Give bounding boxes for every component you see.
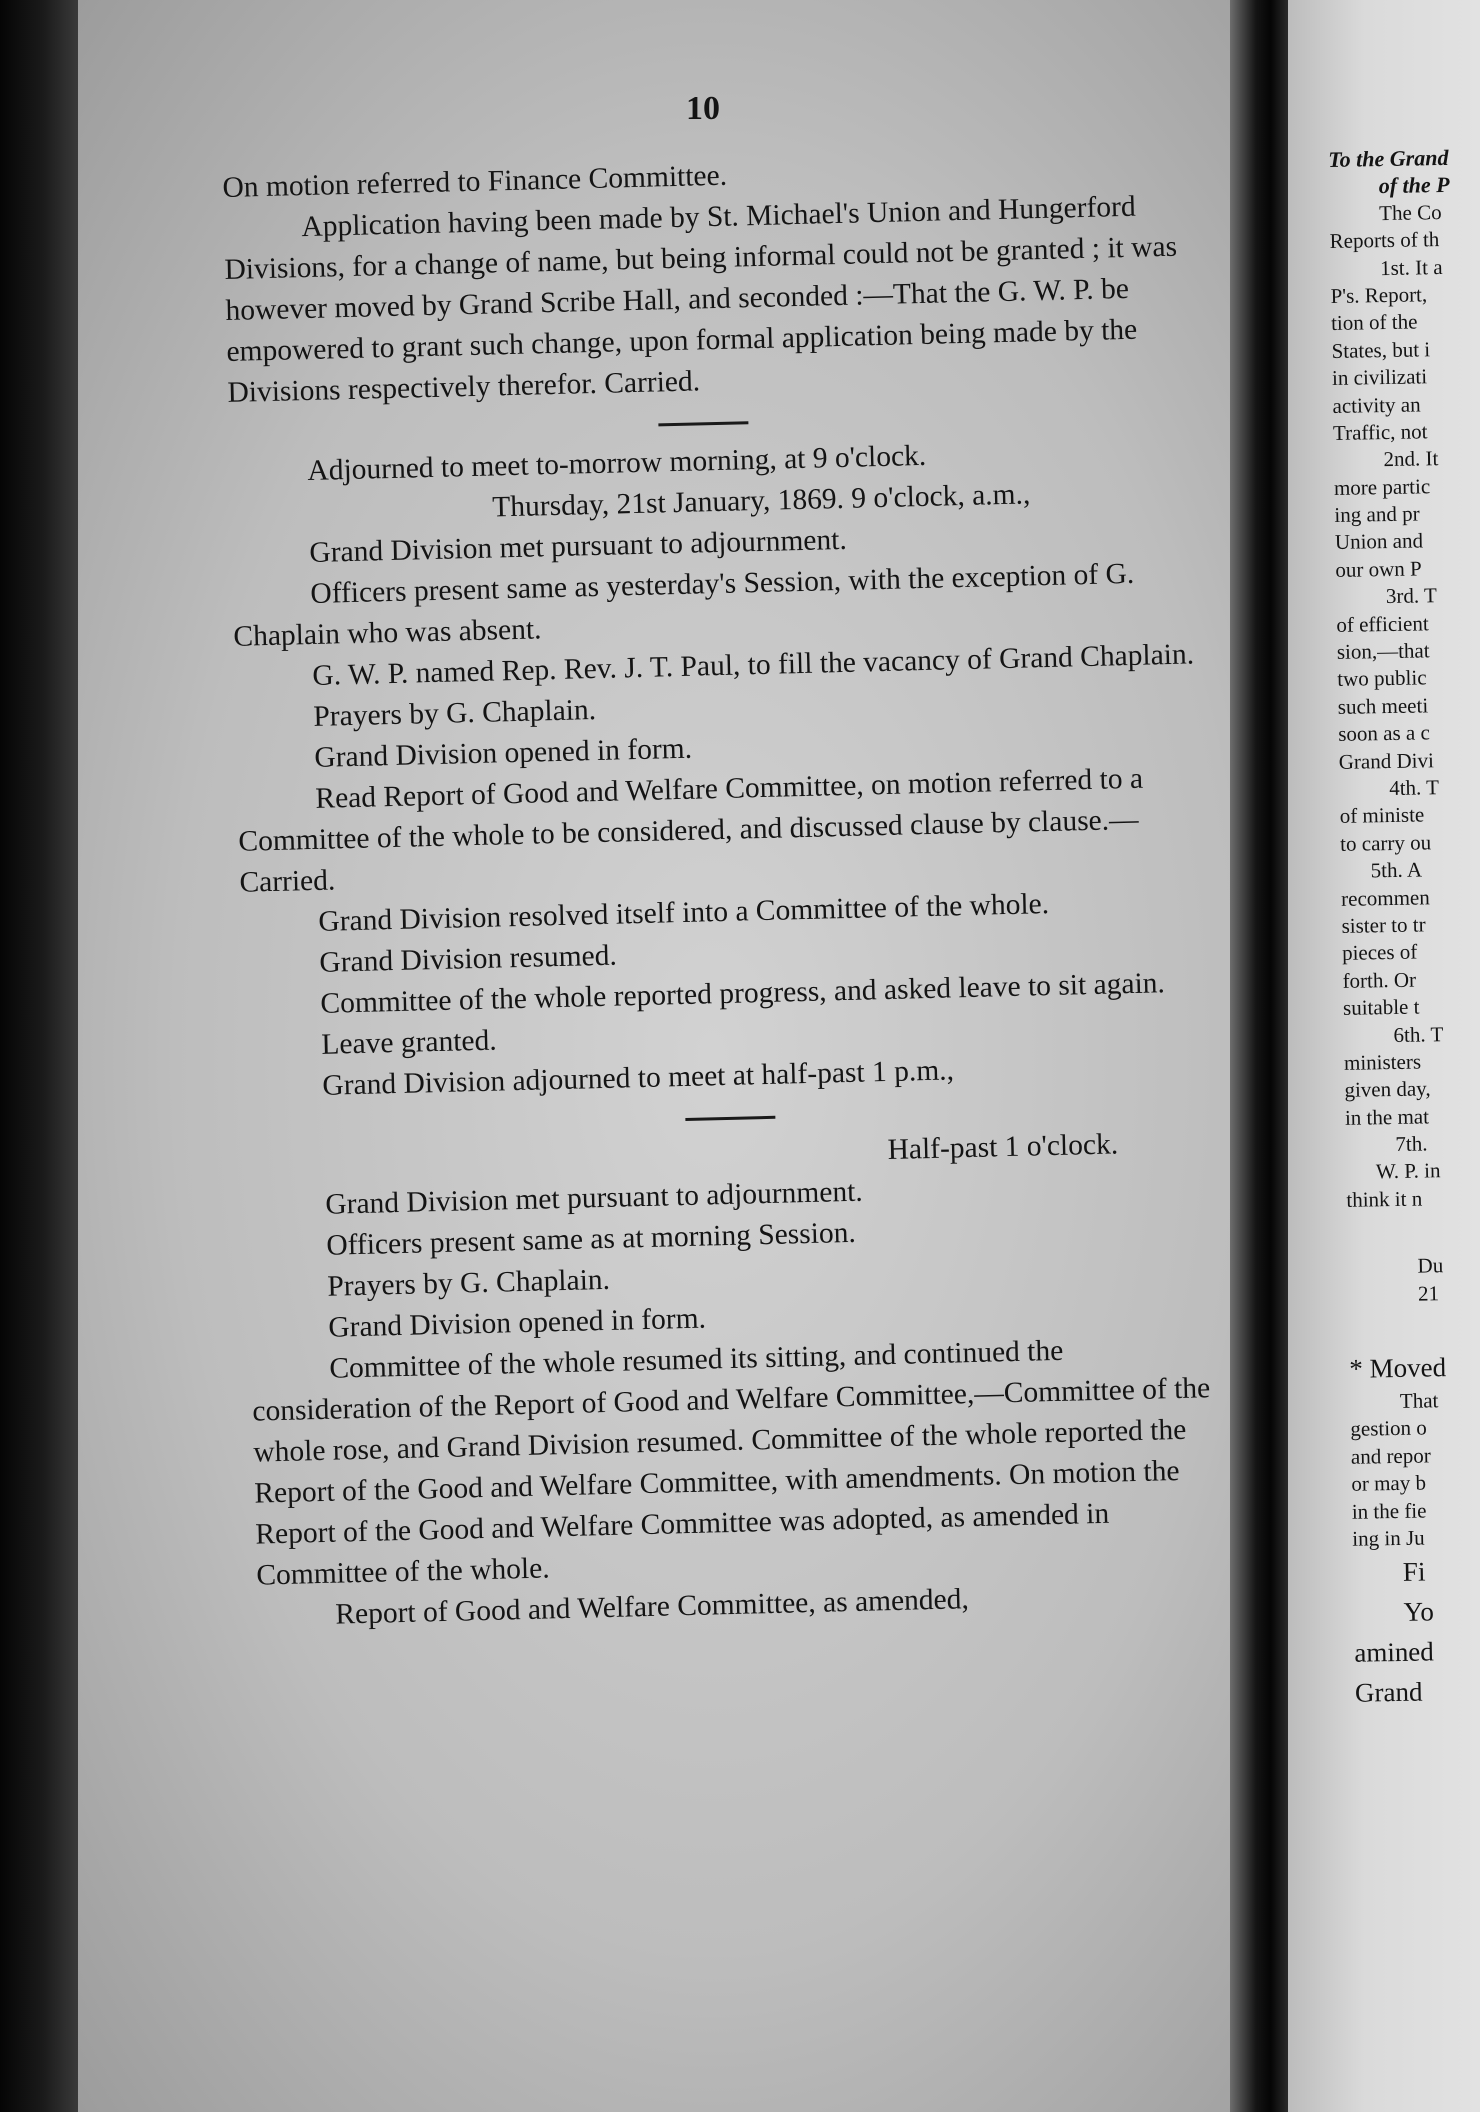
right-page-line: pieces of: [1341, 939, 1418, 966]
right-page-line: Grand Divi: [1338, 747, 1435, 774]
paragraph-adjourned: Adjourned to meet to-morrow morning, at 9 o'clock.: [307, 439, 927, 487]
right-page-line: in civilizati: [1331, 364, 1428, 391]
paragraph-adjourned-pm: Grand Division adjourned to meet at half-past 1 p.m.,: [322, 1054, 955, 1102]
paragraph-prayers: Prayers by G. Chaplain.: [313, 694, 597, 733]
paragraph-leave: Leave granted.: [321, 1024, 498, 1061]
paragraph-report-read: Read Report of Good and Welfare Committee, on motion referred to a Committee of the whole to be considered, and discussed clause by clause.—Carried.: [238, 762, 1144, 899]
right-page-lines: [1328, 141, 1480, 1713]
right-page-line: sion,—that: [1336, 638, 1430, 664]
paragraph-opened: Grand Division opened in form.: [314, 732, 693, 774]
right-page-line: more partic: [1333, 473, 1431, 500]
right-page-line: Yo: [1403, 1596, 1435, 1628]
right-page-line: The Co: [1378, 199, 1442, 225]
right-page-line: * Moved: [1349, 1352, 1447, 1384]
right-page-line: sister to tr: [1341, 912, 1426, 938]
paragraph-name-change: Application having been made by St. Michael's Union and Hungerford Divisions, for a change of name, but being informal could not be granted ; it was however moved by Grand Scribe Hall, and seconded :—That the G. W. P. be empowered to grant such change, upon formal application being made by the Divisions respectively therefor. Carried.: [224, 190, 1178, 409]
paragraph-prayers-pm: Prayers by G. Chaplain.: [326, 1263, 611, 1303]
right-page-line: Grand: [1354, 1676, 1423, 1709]
right-page-line: recommen: [1340, 884, 1430, 911]
book-gutter: [1230, 0, 1288, 2112]
right-page-line: W. P. in: [1375, 1158, 1441, 1184]
paragraph-met-pm: Grand Division met pursuant to adjournment.: [324, 1175, 864, 1221]
right-page-line: P's. Report,: [1330, 282, 1428, 308]
right-page-line: activity an: [1332, 391, 1421, 418]
session-time-heading: Half-past 1 o'clock.: [887, 1128, 1119, 1167]
right-page-line: given day,: [1344, 1076, 1431, 1103]
right-page-line: Reports of th: [1329, 227, 1440, 254]
right-page-line: two public: [1337, 665, 1427, 692]
book-page-right-fragment: [1288, 0, 1480, 2112]
right-page-line: 21: [1417, 1280, 1440, 1306]
right-page-line: 1st. It a: [1379, 254, 1443, 280]
right-page-line: suitable t: [1342, 994, 1420, 1020]
right-page-line: To the Grand: [1328, 144, 1449, 172]
paragraph-report-heading: Report of Good and Welfare Committee, as amended,: [334, 1583, 970, 1631]
right-page-line: of ministe: [1339, 802, 1425, 829]
paragraph-finance-referral: On motion referred to Finance Committee.: [222, 159, 728, 204]
right-page-line: of the P: [1378, 172, 1450, 199]
right-page-line: tion of the: [1330, 309, 1418, 336]
right-page-line: 4th. T: [1389, 775, 1440, 801]
right-page-line: gestion o: [1350, 1415, 1428, 1442]
paragraph-officers-pm: Officers present same as at morning Session.: [325, 1216, 857, 1262]
paragraph-resolved: Grand Division resolved itself into a Committee of the whole.: [318, 888, 1050, 938]
right-page-line: Fi: [1402, 1556, 1426, 1588]
paragraph-officers: Officers present same as yesterday's Session, with the exception of G. Chaplain who was absent.: [233, 557, 1135, 653]
right-page-line: 5th. A: [1370, 857, 1423, 883]
section-divider: [658, 421, 748, 426]
section-divider: [685, 1116, 775, 1121]
paragraph-met: Grand Division met pursuant to adjournment.: [309, 523, 848, 569]
paragraph-resumed: Grand Division resumed.: [319, 939, 618, 979]
right-page-line: ing in Ju: [1352, 1525, 1425, 1551]
page-number: 10: [686, 90, 720, 127]
right-page-line: ministers: [1343, 1049, 1422, 1075]
right-page-line: Du: [1417, 1253, 1444, 1278]
paragraph-chaplain-named: G. W. P. named Rep. Rev. J. T. Paul, to fill the vacancy of Grand Chaplain.: [312, 638, 1195, 692]
right-page-line: and repor: [1350, 1443, 1431, 1469]
right-page-line: That: [1399, 1388, 1439, 1413]
right-page-line: soon as a c: [1338, 720, 1431, 747]
right-page-line: Traffic, not: [1332, 419, 1428, 445]
right-page-line: Union and: [1334, 528, 1424, 555]
right-page-line: 7th.: [1395, 1131, 1428, 1157]
right-page-line: 2nd. It: [1383, 446, 1439, 472]
paragraph-committee-report: Committee of the whole resumed its sitting, and continued the consideration of the Report of Good and Welfare Committee,—Committee of the whole rose, and Grand Division resumed. Committee of the whole reported the Report of the Good and Welfare Committee, with amendments. On motion the Report of the Good and Welfare Committee was adopted, as amended in Committee of the whole.: [252, 1334, 1211, 1592]
right-page-line: think it n: [1346, 1186, 1423, 1212]
right-page-line: or may b: [1351, 1470, 1427, 1496]
right-page-line: ing and pr: [1334, 501, 1420, 528]
right-page-line: in the mat: [1344, 1104, 1430, 1130]
right-page-line: forth. Or: [1342, 967, 1417, 993]
right-page-line: amined: [1354, 1636, 1435, 1669]
session-date-heading: Thursday, 21st January, 1869. 9 o'clock, a.m.,: [491, 478, 1031, 524]
right-page-line: in the fie: [1351, 1498, 1427, 1524]
right-page-line: such meeti: [1337, 693, 1429, 719]
right-page-line: of efficient: [1336, 610, 1429, 637]
right-page-line: 6th. T: [1393, 1021, 1444, 1047]
paragraph-opened-pm: Grand Division opened in form.: [327, 1302, 707, 1344]
scan-dark-edge: [0, 0, 78, 2112]
right-page-line: our own P: [1335, 556, 1422, 582]
right-page-line: 3rd. T: [1385, 583, 1438, 609]
right-page-line: to carry ou: [1339, 830, 1432, 856]
right-page-line: States, but i: [1331, 336, 1431, 363]
paragraph-progress: Committee of the whole reported progress, and asked leave to sit again.: [320, 967, 1166, 1020]
page-body-text: [222, 144, 1230, 1637]
